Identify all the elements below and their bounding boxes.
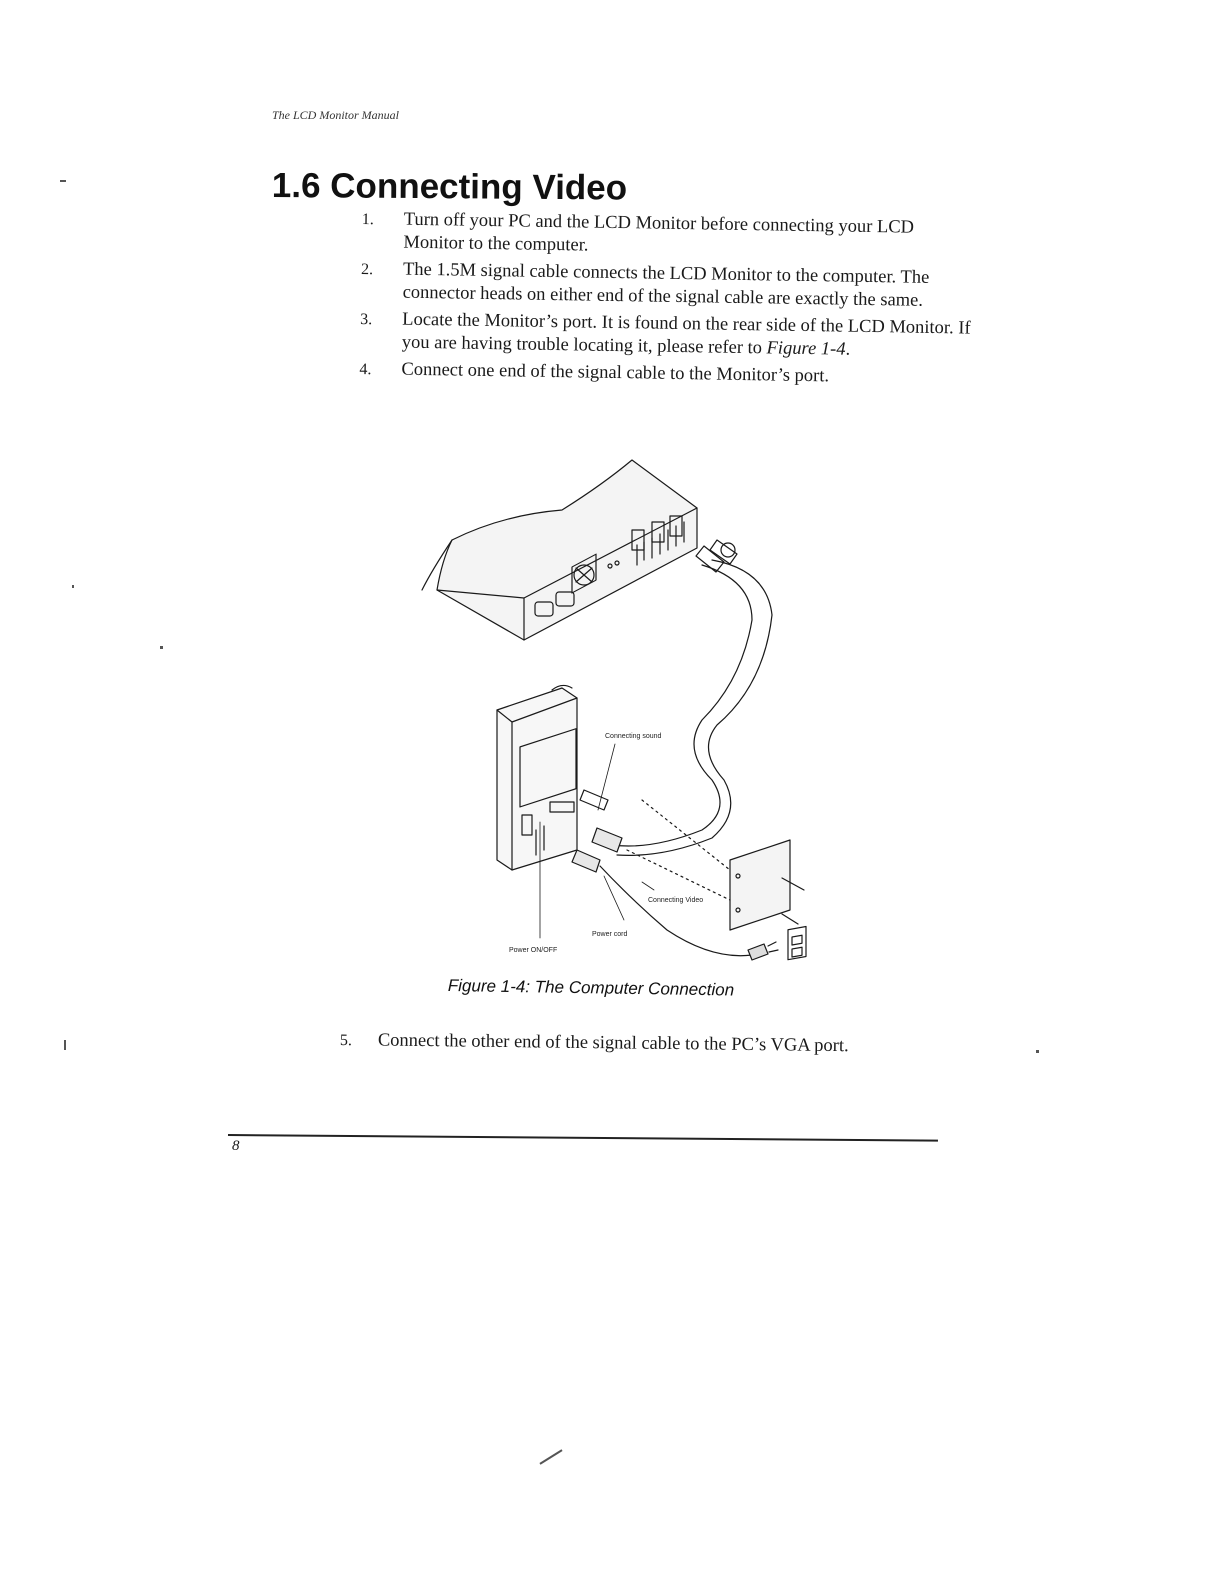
scan-speck <box>160 646 163 649</box>
running-header: The LCD Monitor Manual <box>272 108 400 122</box>
connection-figure <box>412 450 852 990</box>
step-text: Connect one end of the signal cable to the Monitor’s port. <box>401 359 830 387</box>
signal-cables <box>612 540 772 855</box>
page-number: 8 <box>232 1138 240 1154</box>
step-2 <box>360 258 973 314</box>
rear-panel-plate <box>627 800 804 930</box>
step-4 <box>359 358 971 391</box>
step-text-end: . <box>845 339 851 360</box>
figure-caption: Figure 1-4: The Computer Connection <box>447 976 735 1000</box>
step-text: Connect the other end of the signal cable to the PC’s VGA port. <box>377 1030 849 1057</box>
step-number: 2. <box>360 260 374 279</box>
scan-speck <box>1036 1050 1039 1053</box>
lcd-monitor-drawing <box>497 685 577 870</box>
step-1 <box>361 208 974 264</box>
computer-case-drawing <box>422 460 697 640</box>
step-text: Locate the Monitor’s port. It is found on the rear side of the LCD Monitor. If you are having trouble locating it, please refer to <box>401 309 971 359</box>
label-power-cord: Power cord <box>592 931 628 938</box>
step-number: 1. <box>361 210 374 229</box>
scan-speck <box>72 585 74 588</box>
step-text: Turn off your PC and the LCD Monitor before connecting your LCD Monitor to the computer. <box>403 209 915 256</box>
step-text: The 1.5M signal cable connects the LCD Monitor to the computer. The connector heads on either end of the signal cable are exactly the same. <box>402 259 930 311</box>
section-title: 1.6 Connecting Video <box>271 166 628 208</box>
connection-illustration <box>412 450 852 990</box>
wall-outlet-drawing <box>788 927 806 960</box>
scan-speck <box>60 180 66 182</box>
label-power-switch: Power ON/OFF <box>509 947 558 954</box>
footer-rule <box>228 1134 938 1142</box>
step-3 <box>360 308 973 364</box>
label-connecting-video: Connecting Video <box>648 897 704 904</box>
step-5 <box>340 1030 960 1059</box>
step-number: 3. <box>360 310 373 329</box>
step-number: 4. <box>359 360 372 379</box>
step-number: 5. <box>339 1031 352 1050</box>
instruction-list <box>359 208 974 395</box>
label-connecting-sound: Connecting sound <box>605 733 662 740</box>
scan-speck <box>539 1449 562 1464</box>
figure-reference: Figure 1-4 <box>766 338 846 360</box>
scan-speck <box>64 1040 66 1050</box>
